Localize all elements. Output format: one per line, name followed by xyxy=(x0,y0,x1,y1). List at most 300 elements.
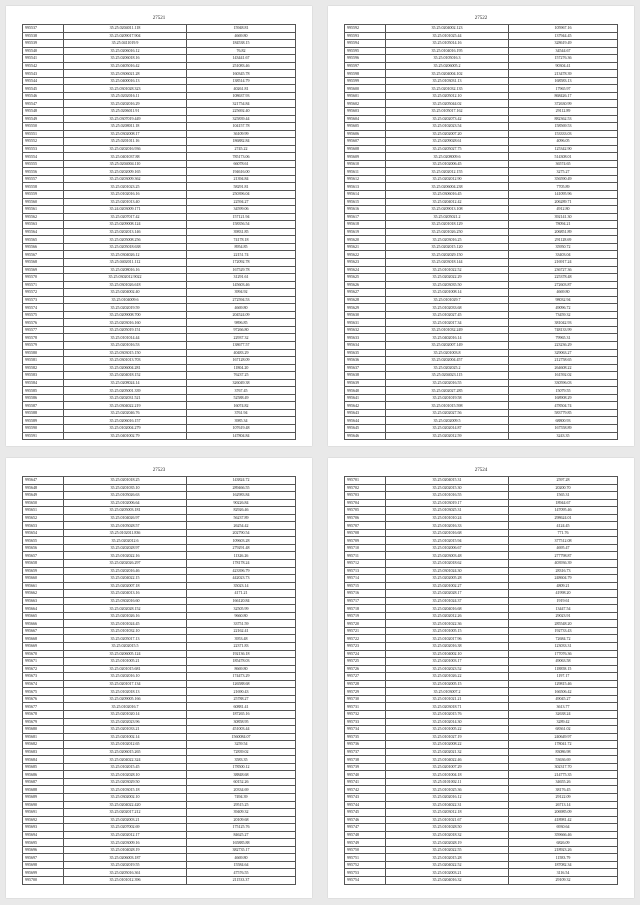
table-row xyxy=(345,206,618,214)
row-reference-cell: 35.25.0206018.16 xyxy=(64,55,187,63)
row-code-cell: 995584 xyxy=(23,379,64,387)
row-code-cell: 995709 xyxy=(345,537,386,545)
row-amount-cell: 225378.48 xyxy=(509,274,618,282)
row-amount-cell: 3243.35 xyxy=(509,432,618,440)
row-reference-cell: 35.25.0202046.76 xyxy=(64,409,187,417)
table-row xyxy=(345,145,618,153)
table-row xyxy=(23,47,296,55)
row-code-cell: 995652 xyxy=(23,514,64,522)
row-amount-cell: 211533.37 xyxy=(187,876,296,884)
row-reference-cell: 35.25.0202012.90 xyxy=(386,175,509,183)
table-row xyxy=(23,544,296,552)
row-reference-cell: 35.25.0208016.16 xyxy=(64,266,187,274)
row-reference-cell: 35.25.0201002.27 xyxy=(386,582,509,590)
row-amount-cell: 11804.20 xyxy=(187,364,296,372)
row-amount-cell: 97266.80 xyxy=(187,326,296,334)
table-row xyxy=(23,168,296,176)
row-code-cell: 995636 xyxy=(345,357,386,365)
row-code-cell: 995705 xyxy=(345,507,386,515)
row-reference-cell: 35.25.0202012.6 xyxy=(64,537,187,545)
row-amount-cell: 356590.49 xyxy=(509,175,618,183)
row-amount-cell: 22937.32 xyxy=(187,334,296,342)
row-code-cell: 995672 xyxy=(23,665,64,673)
row-reference-cell: 35.25.0204022.324 xyxy=(64,756,187,764)
table-row xyxy=(23,680,296,688)
row-amount-cell: 771.76 xyxy=(509,529,618,537)
row-code-cell: 995582 xyxy=(23,364,64,372)
row-amount-cell: 302317.70 xyxy=(509,763,618,771)
row-reference-cell: 35.25.0202031.521 xyxy=(64,394,187,402)
row-code-cell: 995570 xyxy=(23,274,64,282)
table-row xyxy=(23,567,296,575)
table-row xyxy=(23,492,296,500)
row-amount-cell: 21690.43 xyxy=(187,688,296,696)
table-row xyxy=(345,793,618,801)
table-row xyxy=(23,364,296,372)
row-reference-cell: 35.25.0202007.20 xyxy=(386,130,509,138)
row-amount-cell: 153333.03 xyxy=(509,130,618,138)
row-reference-cell: 35.25.0206011.91 xyxy=(64,108,187,116)
row-reference-cell: 35.25.0202017.212 xyxy=(64,809,187,817)
table-row xyxy=(23,160,296,168)
table-row xyxy=(345,175,618,183)
row-reference-cell: 35.25.0101025.44 xyxy=(386,32,509,40)
row-amount-cell: 25788.27 xyxy=(187,695,296,703)
table-row xyxy=(23,243,296,251)
document-page xyxy=(6,458,312,898)
row-reference-cell: 35.25.0402011.112 xyxy=(64,258,187,266)
row-amount-cell: 330596.03 xyxy=(509,379,618,387)
row-reference-cell: 35.25.0102015.45 xyxy=(64,763,187,771)
table-row xyxy=(345,741,618,749)
row-amount-cell: 105967.16 xyxy=(509,25,618,33)
row-amount-cell: 60881.41 xyxy=(187,703,296,711)
row-reference-cell: 35.25.0105026.63 xyxy=(64,492,187,500)
row-reference-cell: 35.25.0201007.29 xyxy=(386,763,509,771)
row-code-cell: 995588 xyxy=(23,409,64,417)
row-code-cell: 995651 xyxy=(23,507,64,515)
row-reference-cell: 35.25.0202005.28 xyxy=(386,575,509,583)
row-reference-cell: 35.25.0103015.18 xyxy=(64,786,187,794)
row-reference-cell: 35.25.0206003.187 xyxy=(64,854,187,862)
row-amount-cell: 202790.54 xyxy=(187,529,296,537)
table-row xyxy=(345,311,618,319)
row-reference-cell: 35.25.0104002.10 xyxy=(386,650,509,658)
row-amount-cell: 329063.27 xyxy=(509,349,618,357)
row-code-cell: 995663 xyxy=(23,597,64,605)
row-reference-cell: 35.25.0201003.8 xyxy=(386,349,509,357)
table-row xyxy=(345,402,618,410)
row-amount-cell: 162983.84 xyxy=(187,492,296,500)
row-reference-cell: 35.25.0102015.28 xyxy=(386,854,509,862)
row-reference-cell: 35.25.0202028.19 xyxy=(386,839,509,847)
row-reference-cell: 35.25.0102017.34 xyxy=(386,319,509,327)
table-row xyxy=(345,507,618,515)
row-code-cell: 995715 xyxy=(345,582,386,590)
table-row xyxy=(345,221,618,229)
row-reference-cell: 35.25.0102006.64 xyxy=(64,499,187,507)
row-code-cell: 995539 xyxy=(23,40,64,48)
row-code-cell: 995542 xyxy=(23,62,64,70)
row-reference-cell: 35.25.0102018.13 xyxy=(64,688,187,696)
table-row xyxy=(345,567,618,575)
table-row xyxy=(345,492,618,500)
row-amount-cell: 167529.78 xyxy=(187,266,296,274)
table-row xyxy=(345,544,618,552)
row-reference-cell: 35.25.0204016.32 xyxy=(386,876,509,884)
table-row xyxy=(23,688,296,696)
row-code-cell: 995571 xyxy=(23,281,64,289)
row-amount-cell: 377512.08 xyxy=(509,537,618,545)
row-code-cell: 995555 xyxy=(23,160,64,168)
row-amount-cell: 167128.09 xyxy=(187,357,296,365)
row-amount-cell: 15948.81 xyxy=(187,25,296,33)
row-amount-cell: 3289.42 xyxy=(509,718,618,726)
table-row xyxy=(345,108,618,116)
row-code-cell: 995717 xyxy=(345,597,386,605)
row-code-cell: 995562 xyxy=(23,213,64,221)
row-reference-cell: 35.25.0201035.10 xyxy=(64,484,187,492)
row-amount-cell: 192136.18 xyxy=(187,650,296,658)
ledger-table xyxy=(344,476,618,885)
table-row xyxy=(23,70,296,78)
row-code-cell: 995580 xyxy=(23,349,64,357)
row-code-cell: 995586 xyxy=(23,394,64,402)
row-code-cell: 995592 xyxy=(345,25,386,33)
row-reference-cell: 35.25.0204023.115 xyxy=(386,372,509,380)
row-code-cell: 995548 xyxy=(23,108,64,116)
table-row xyxy=(345,643,618,651)
row-code-cell: 995698 xyxy=(23,861,64,869)
row-reference-cell: 35.25.0102017.96 xyxy=(386,635,509,643)
row-code-cell: 995544 xyxy=(23,77,64,85)
table-row xyxy=(345,831,618,839)
table-row xyxy=(345,326,618,334)
row-reference-cell: 35.25.0202023.96 xyxy=(64,718,187,726)
table-row xyxy=(23,816,296,824)
row-reference-cell: 35.25.0105028.57 xyxy=(64,522,187,530)
row-reference-cell: 35.25.0101005.22 xyxy=(386,726,509,734)
table-row xyxy=(345,748,618,756)
row-reference-cell: 35.25.0102027.45 xyxy=(386,311,509,319)
row-amount-cell: 109603.28 xyxy=(187,537,296,545)
row-reference-cell: 35.25.0202012.155 xyxy=(386,168,509,176)
row-reference-cell: 35.25.0202012.26 xyxy=(386,612,509,620)
row-code-cell: 995624 xyxy=(345,266,386,274)
row-code-cell: 995627 xyxy=(345,289,386,297)
row-reference-cell: 35.25.0202016.12 xyxy=(386,793,509,801)
table-row xyxy=(345,138,618,146)
table-row xyxy=(23,809,296,817)
row-code-cell: 995675 xyxy=(23,688,64,696)
row-code-cell: 995699 xyxy=(23,869,64,877)
row-code-cell: 995617 xyxy=(345,213,386,221)
row-reference-cell: 35.25.0101015.598 xyxy=(386,402,509,410)
row-code-cell: 995611 xyxy=(345,168,386,176)
table-row xyxy=(23,311,296,319)
row-code-cell: 995685 xyxy=(23,763,64,771)
row-reference-cell: 35.25.0411019.9 xyxy=(64,40,187,48)
row-amount-cell: 785173.06 xyxy=(187,153,296,161)
row-amount-cell: 66078.61 xyxy=(187,160,296,168)
row-reference-cell: 35.25.0101032.249 xyxy=(386,326,509,334)
row-amount-cell: 186882.84 xyxy=(187,138,296,146)
row-amount-cell: 3613.77 xyxy=(509,703,618,711)
table-row xyxy=(23,289,296,297)
table-row xyxy=(345,341,618,349)
row-amount-cell: 423396.79 xyxy=(187,567,296,575)
row-amount-cell: 40261.81 xyxy=(187,85,296,93)
table-row xyxy=(23,718,296,726)
row-reference-cell: 35.25.0202016.936 xyxy=(64,145,187,153)
row-amount-cell: 381042.93 xyxy=(509,319,618,327)
row-amount-cell: 123033.31 xyxy=(509,643,618,651)
row-reference-cell: 35.25.0103025.31 xyxy=(386,507,509,515)
row-amount-cell: 1919.61 xyxy=(509,597,618,605)
table-row xyxy=(23,304,296,312)
table-row xyxy=(23,387,296,395)
row-code-cell: 995722 xyxy=(345,635,386,643)
table-row xyxy=(345,650,618,658)
table-row xyxy=(345,658,618,666)
table-row xyxy=(345,85,618,93)
row-code-cell: 995686 xyxy=(23,771,64,779)
row-code-cell: 995725 xyxy=(345,658,386,666)
row-amount-cell: 84625.27 xyxy=(187,831,296,839)
row-reference-cell: 35.25.0204004.102 xyxy=(386,70,509,78)
row-reference-cell: 35.25.0204022.15 xyxy=(64,575,187,583)
row-code-cell: 995701 xyxy=(345,477,386,485)
row-code-cell: 995608 xyxy=(345,145,386,153)
row-reference-cell: 35.25.0102014.30 xyxy=(386,718,509,726)
row-amount-cell: 264608.22 xyxy=(509,364,618,372)
row-code-cell: 995632 xyxy=(345,326,386,334)
row-code-cell: 995591 xyxy=(23,432,64,440)
row-code-cell: 995607 xyxy=(345,138,386,146)
table-row xyxy=(345,183,618,191)
row-code-cell: 995746 xyxy=(345,816,386,824)
row-amount-cell: 29515.25 xyxy=(187,801,296,809)
row-code-cell: 995642 xyxy=(345,402,386,410)
row-code-cell: 995579 xyxy=(23,341,64,349)
table-row xyxy=(345,153,618,161)
table-row xyxy=(345,778,618,786)
row-code-cell: 995553 xyxy=(23,145,64,153)
row-code-cell: 995597 xyxy=(345,62,386,70)
table-row xyxy=(345,801,618,809)
row-code-cell: 995677 xyxy=(23,703,64,711)
row-amount-cell: 39831.85 xyxy=(187,228,296,236)
table-row xyxy=(345,432,618,440)
row-code-cell: 995644 xyxy=(345,417,386,425)
row-reference-cell: 35.25.0203009.16 xyxy=(64,839,187,847)
table-row xyxy=(23,130,296,138)
row-code-cell: 995736 xyxy=(345,741,386,749)
row-code-cell: 995689 xyxy=(23,793,64,801)
table-row xyxy=(23,274,296,282)
table-row xyxy=(23,100,296,108)
table-row xyxy=(23,726,296,734)
table-row xyxy=(23,658,296,666)
row-reference-cell: 35.25.0202026.297 xyxy=(64,560,187,568)
row-code-cell: 995671 xyxy=(23,658,64,666)
row-reference-cell: 35.25.0206005.124 xyxy=(64,650,187,658)
table-row xyxy=(345,274,618,282)
row-reference-cell: 35.25.0102016.7 xyxy=(64,703,187,711)
row-amount-cell: 138514.79 xyxy=(187,77,296,85)
row-code-cell: 995710 xyxy=(345,544,386,552)
row-amount-cell: 4695.47 xyxy=(509,544,618,552)
row-code-cell: 995568 xyxy=(23,258,64,266)
row-code-cell: 995616 xyxy=(345,206,386,214)
row-amount-cell: 143441.67 xyxy=(187,55,296,63)
row-code-cell: 995657 xyxy=(23,552,64,560)
row-code-cell: 995654 xyxy=(23,529,64,537)
row-amount-cell: 147095.46 xyxy=(509,507,618,515)
row-reference-cell: 35.25.0205012.10 xyxy=(386,92,509,100)
row-amount-cell: 392141.30 xyxy=(509,213,618,221)
row-reference-cell: 35.25.0201018.25 xyxy=(64,477,187,485)
table-row xyxy=(23,514,296,522)
row-reference-cell: 35.25.0102018.32 xyxy=(386,831,509,839)
table-row xyxy=(345,70,618,78)
row-reference-cell: 35.25.0102006.67 xyxy=(386,544,509,552)
row-code-cell: 995750 xyxy=(345,846,386,854)
row-code-cell: 995681 xyxy=(23,733,64,741)
row-amount-cell: 514308.01 xyxy=(509,153,618,161)
row-code-cell: 995641 xyxy=(345,394,386,402)
row-amount-cell: 13447.54 xyxy=(509,605,618,613)
row-reference-cell: 35.25.0401037.88 xyxy=(64,153,187,161)
row-code-cell: 995723 xyxy=(345,643,386,651)
row-code-cell: 995590 xyxy=(23,424,64,432)
row-amount-cell: 8669.80 xyxy=(187,665,296,673)
table-row xyxy=(23,733,296,741)
table-row xyxy=(23,92,296,100)
row-code-cell: 995558 xyxy=(23,183,64,191)
row-reference-cell: 35.25.0202013.146 xyxy=(64,228,187,236)
row-amount-cell: 187082.34 xyxy=(509,861,618,869)
row-amount-cell: 8954.85 xyxy=(187,243,296,251)
row-amount-cell: 157121.94 xyxy=(187,213,296,221)
row-code-cell: 995658 xyxy=(23,560,64,568)
row-reference-cell: 35.25.0102015.76 xyxy=(386,710,509,718)
row-amount-cell: 3994.92 xyxy=(187,289,296,297)
row-code-cell: 995703 xyxy=(345,492,386,500)
row-code-cell: 995647 xyxy=(23,477,64,485)
row-amount-cell: 18944.67 xyxy=(509,499,618,507)
row-code-cell: 995708 xyxy=(345,529,386,537)
row-code-cell: 995609 xyxy=(345,153,386,161)
row-code-cell: 995628 xyxy=(345,296,386,304)
row-code-cell: 995547 xyxy=(23,100,64,108)
row-amount-cell: 49063.58 xyxy=(509,658,618,666)
table-row xyxy=(23,40,296,48)
row-code-cell: 995605 xyxy=(345,123,386,131)
row-amount-cell: 76237.25 xyxy=(187,372,296,380)
row-reference-cell: 35.25.0102005.15 xyxy=(386,680,509,688)
row-amount-cell: 167558.89 xyxy=(509,424,618,432)
row-reference-cell: 35.25.0202028.152 xyxy=(64,605,187,613)
row-reference-cell: 35.25.0102023.54 xyxy=(386,123,509,131)
table-row xyxy=(23,748,296,756)
row-amount-cell: 359666.46 xyxy=(509,831,618,839)
row-code-cell: 995716 xyxy=(345,590,386,598)
document-page xyxy=(6,6,312,446)
row-reference-cell: 35.25.0208009.6 xyxy=(386,153,509,161)
row-code-cell: 995713 xyxy=(345,567,386,575)
table-row xyxy=(345,695,618,703)
row-reference-cell: 35.25.0204022.420 xyxy=(64,801,187,809)
row-reference-cell: 35.25.0201016.68 xyxy=(386,529,509,537)
row-amount-cell: 72684.72 xyxy=(509,635,618,643)
row-code-cell: 995679 xyxy=(23,718,64,726)
table-row xyxy=(23,612,296,620)
table-row xyxy=(23,138,296,146)
row-amount-cell: 158356.54 xyxy=(187,221,296,229)
row-reference-cell: 35.25.0202029.150 xyxy=(386,251,509,259)
row-reference-cell: 35.25.0202073.42 xyxy=(386,115,509,123)
row-code-cell: 995727 xyxy=(345,673,386,681)
table-row xyxy=(23,266,296,274)
row-amount-cell: 3116.54 xyxy=(509,869,618,877)
table-row xyxy=(23,432,296,440)
table-row xyxy=(345,824,618,832)
table-row xyxy=(23,665,296,673)
row-reference-cell: 35.25.0101012.396 xyxy=(64,876,187,884)
row-amount-cell: 58291.81 xyxy=(187,183,296,191)
row-reference-cell: 35.25.0202027.285 xyxy=(386,387,509,395)
row-code-cell: 995697 xyxy=(23,854,64,862)
row-amount-cell: 3583.35 xyxy=(187,756,296,764)
row-amount-cell: 22162.41 xyxy=(187,627,296,635)
row-reference-cell: 35.25.0102023.52 xyxy=(386,665,509,673)
table-row xyxy=(345,627,618,635)
row-code-cell: 995683 xyxy=(23,748,64,756)
table-row xyxy=(345,160,618,168)
row-code-cell: 995655 xyxy=(23,537,64,545)
table-row xyxy=(345,499,618,507)
row-code-cell: 995739 xyxy=(345,763,386,771)
row-code-cell: 995695 xyxy=(23,839,64,847)
row-code-cell: 995653 xyxy=(23,522,64,530)
row-code-cell: 995585 xyxy=(23,387,64,395)
table-row xyxy=(345,47,618,55)
table-row xyxy=(345,372,618,380)
row-reference-cell: 35.25.0402016.14 xyxy=(386,334,509,342)
row-code-cell: 995618 xyxy=(345,221,386,229)
table-row xyxy=(345,816,618,824)
table-row xyxy=(345,424,618,432)
row-reference-cell: 35.25.0201026.22 xyxy=(386,673,509,681)
table-row xyxy=(23,824,296,832)
table-row xyxy=(23,206,296,214)
row-code-cell: 995643 xyxy=(345,409,386,417)
table-row xyxy=(23,153,296,161)
table-row xyxy=(23,627,296,635)
row-code-cell: 995664 xyxy=(23,605,64,613)
row-code-cell: 995606 xyxy=(345,130,386,138)
row-code-cell: 995738 xyxy=(345,756,386,764)
table-row xyxy=(345,876,618,884)
row-amount-cell: 29023.91 xyxy=(509,612,618,620)
row-amount-cell: 118858.15 xyxy=(509,665,618,673)
table-row xyxy=(345,861,618,869)
row-amount-cell: 272603.87 xyxy=(509,281,618,289)
row-reference-cell: 35.25.0203009.362 xyxy=(64,175,187,183)
row-amount-cell: 83086.98 xyxy=(509,748,618,756)
row-code-cell: 995561 xyxy=(23,206,64,214)
